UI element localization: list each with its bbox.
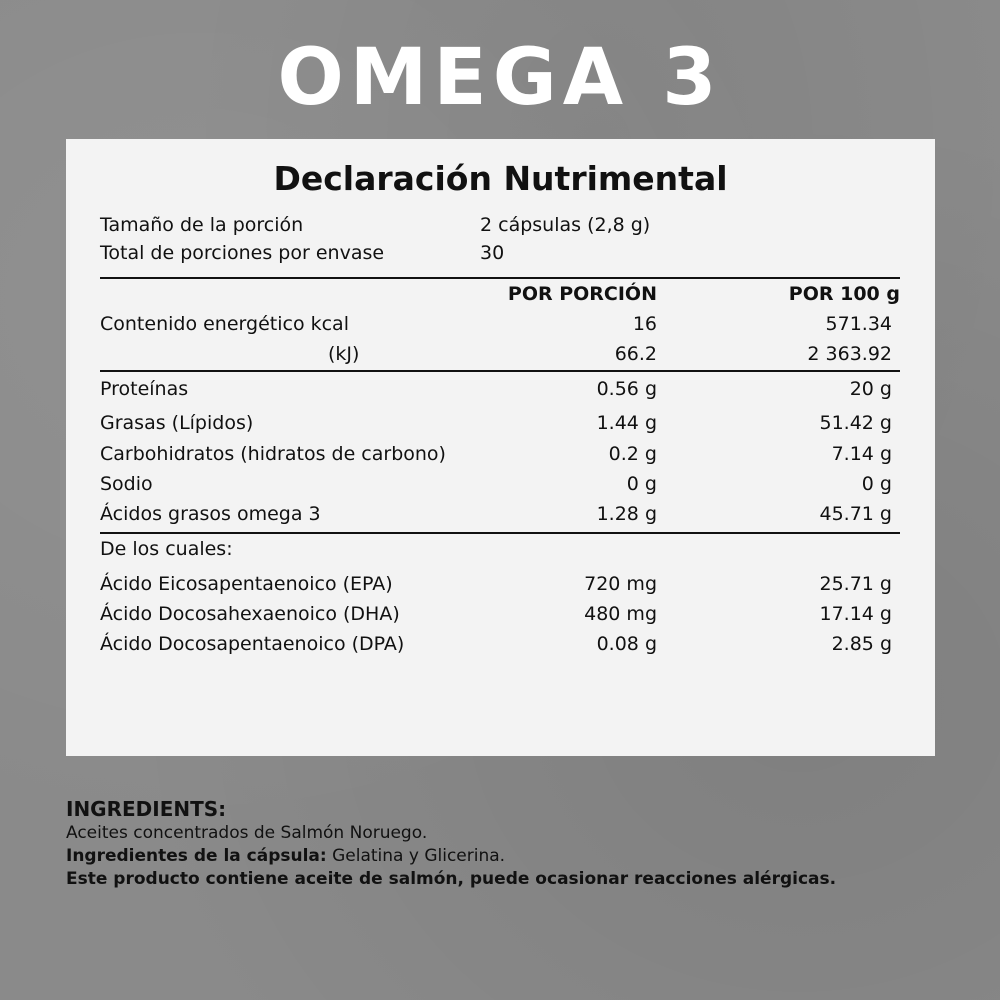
servings-per-container-row [100, 239, 900, 267]
nutrient-per-100g: 20 g [849, 378, 892, 400]
energy-kcal-per-serving: 16 [632, 313, 657, 335]
nutrient-row [100, 440, 900, 468]
nutrient-row [100, 500, 900, 528]
energy-kj-label: (kJ) [328, 343, 360, 365]
nutrient-per-100g: 45.71 g [819, 503, 892, 525]
sub-nutrient-label: Ácido Eicosapentaenoico (EPA) [100, 573, 393, 595]
energy-kcal-row [100, 310, 900, 338]
divider [100, 532, 900, 534]
servings-per-container-value: 30 [480, 242, 505, 264]
nutrient-row [100, 470, 900, 498]
sub-nutrient-per-100g: 2.85 g [831, 633, 892, 655]
sub-nutrient-per-serving: 720 mg [584, 573, 657, 595]
energy-kcal-label: Contenido energético kcal [100, 313, 349, 335]
nutrient-per-100g: 51.42 g [819, 412, 892, 434]
capsule-ingredients-value: Gelatina y Glicerina. [326, 846, 506, 866]
sub-nutrient-label: Ácido Docosahexaenoico (DHA) [100, 603, 400, 625]
column-header-per-serving: POR PORCIÓN [507, 283, 657, 305]
nutrient-per-serving: 1.28 g [596, 503, 657, 525]
sub-nutrient-per-serving: 0.08 g [596, 633, 657, 655]
nutrient-row [100, 409, 900, 437]
sub-nutrient-per-100g: 17.14 g [819, 603, 892, 625]
sub-nutrient-per-100g: 25.71 g [819, 573, 892, 595]
nutrient-per-100g: 7.14 g [831, 443, 892, 465]
capsule-ingredients-line [66, 845, 946, 868]
energy-kj-per-100g: 2 363.92 [807, 343, 892, 365]
sub-heading: De los cuales: [100, 538, 233, 560]
sub-nutrient-per-serving: 480 mg [584, 603, 657, 625]
nutrient-per-100g: 0 g [861, 473, 892, 495]
sub-nutrient-row [100, 570, 900, 598]
serving-size-value: 2 cápsulas (2,8 g) [480, 214, 651, 236]
panel-title: Declaración Nutrimental [273, 159, 728, 198]
serving-size-label: Tamaño de la porción [100, 214, 304, 236]
nutrition-panel [66, 139, 935, 756]
ingredients-heading: INGREDIENTS: [66, 797, 227, 821]
sub-nutrient-row [100, 600, 900, 628]
nutrient-per-serving: 1.44 g [596, 412, 657, 434]
nutrient-label: Carbohidratos (hidratos de carbono) [100, 443, 446, 465]
brand-title: OMEGA 3 [277, 33, 723, 123]
servings-per-container-label: Total de porciones por envase [100, 242, 385, 264]
nutrient-per-serving: 0 g [626, 473, 657, 495]
ingredients-section [66, 796, 946, 891]
capsule-ingredients-label: Ingredientes de la cápsula: [66, 846, 327, 866]
allergen-warning: Este producto contiene aceite de salmón, puede ocasionar reacciones alérgicas. [66, 869, 837, 889]
sub-nutrient-row [100, 630, 900, 658]
serving-size-row [100, 211, 900, 239]
energy-kj-row [100, 340, 900, 368]
sub-nutrient-label: Ácido Docosapentaenoico (DPA) [100, 633, 405, 655]
nutrient-label: Ácidos grasos omega 3 [100, 503, 321, 525]
column-header-row [100, 280, 900, 308]
energy-kcal-per-100g: 571.34 [825, 313, 892, 335]
ingredients-line: Aceites concentrados de Salmón Noruego. [66, 823, 428, 843]
sub-heading-row [100, 535, 900, 563]
nutrient-label: Proteínas [100, 378, 189, 400]
column-header-per-100g: POR 100 g [788, 283, 900, 305]
nutrient-per-serving: 0.2 g [608, 443, 657, 465]
nutrient-per-serving: 0.56 g [596, 378, 657, 400]
divider [100, 370, 900, 372]
divider [100, 277, 900, 279]
nutrient-label: Grasas (Lípidos) [100, 412, 254, 434]
nutrient-label: Sodio [100, 473, 153, 495]
nutrient-row [100, 375, 900, 403]
energy-kj-per-serving: 66.2 [614, 343, 657, 365]
